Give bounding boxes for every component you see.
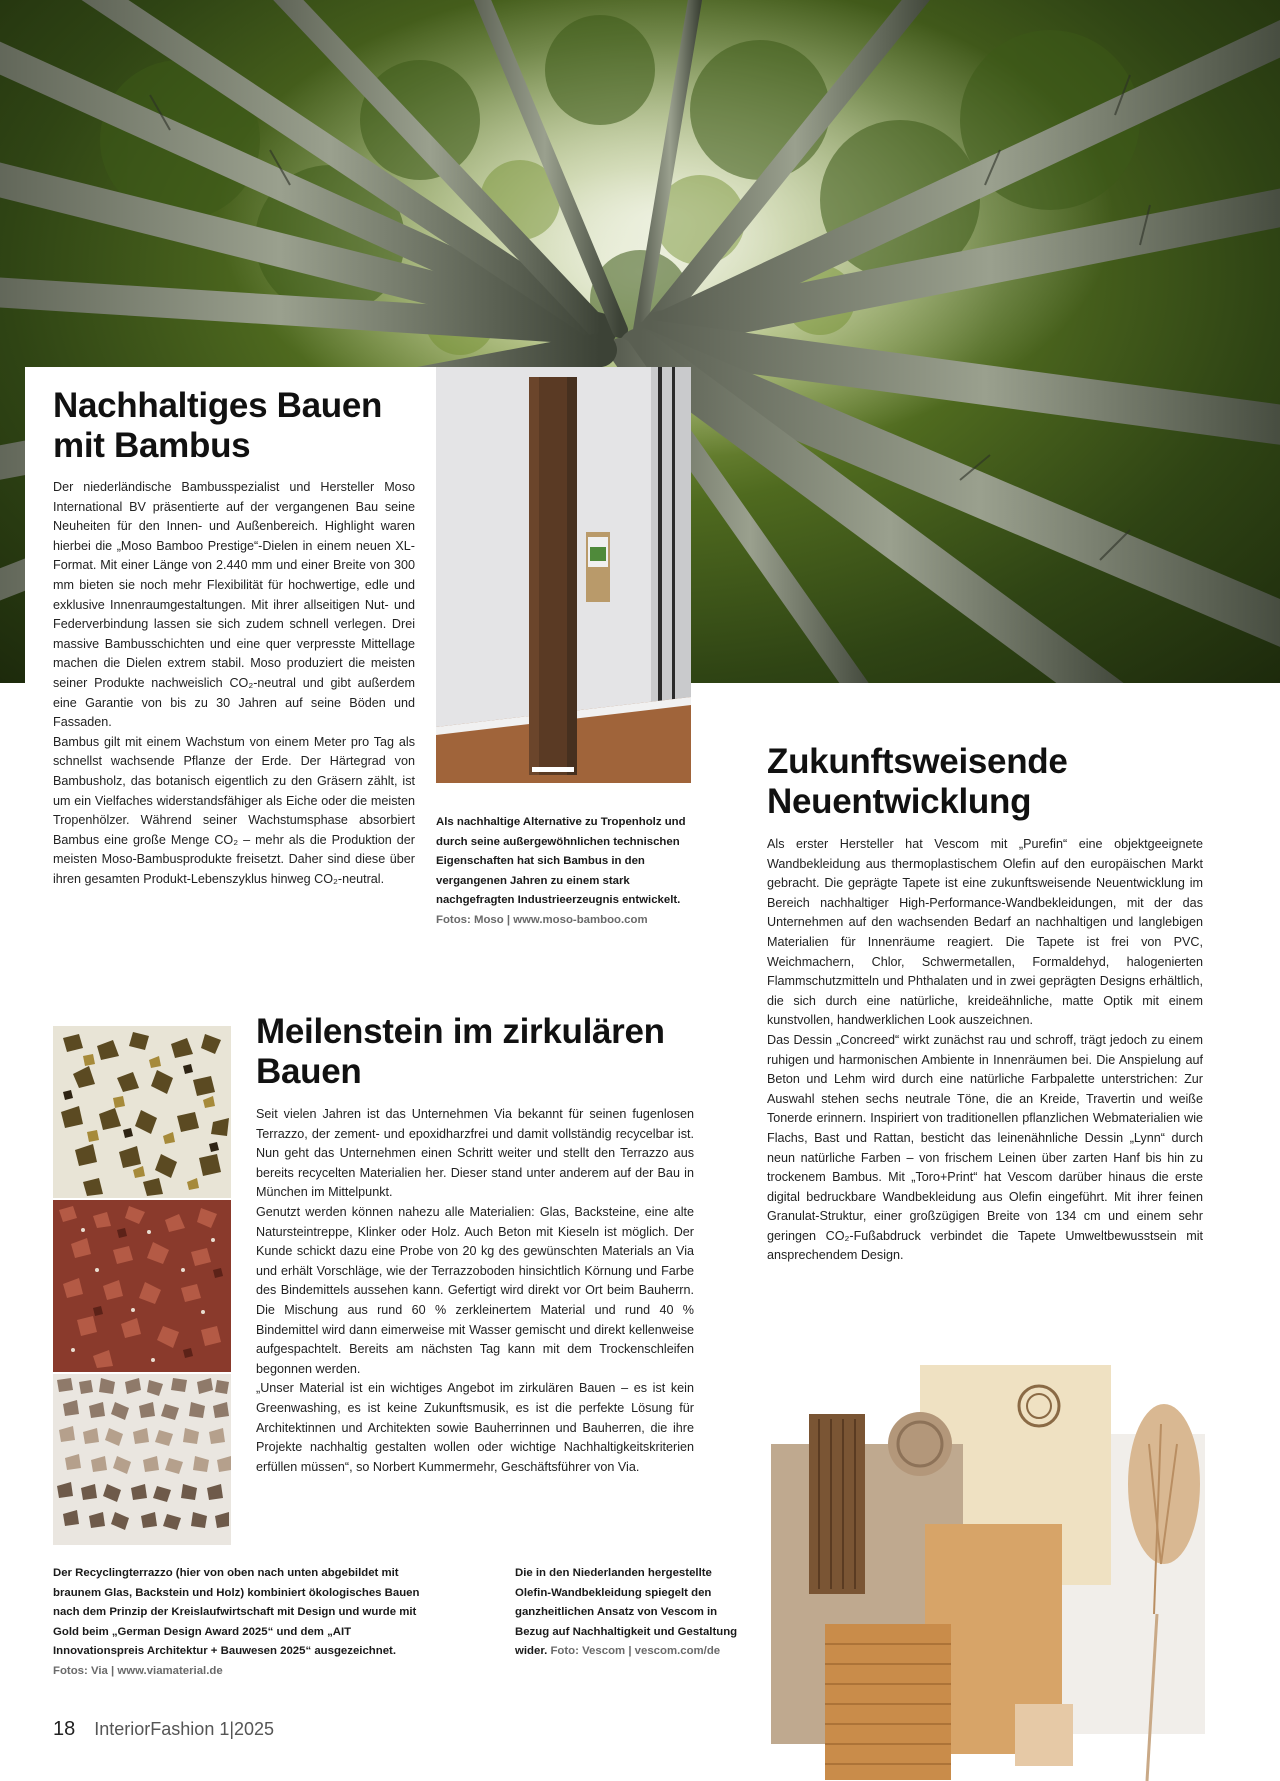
article3-paragraph: Genutzt werden können nahezu alle Materialien: Glas, Backsteine, eine alte Natursteintreppe, Klinker oder Holz. Auch Beton mit Kieseln ist möglich. Der Kunde schickt dazu eine Probe von 20 kg des gewünschten Materials an Via und erhält Vorschläge, wie der Terrazzoboden hinsichtlich Körnung und Farbe des Bindemittels aussehen kann. Gefertigt wird direkt vor Ort beim Bauherrn. Die Mischung aus rund 60 % zerkleinertem Material und rund 40 % Bindemittel wird dann eimerweise mit Wasser gemischt und direkt kellenweise aufgespachtelt. Bereits am nächsten Tag kann mit dem Trockenschleifen begonnen werden. — [256, 1204, 694, 1376]
article2-title-line2: Neuentwicklung — [767, 782, 1032, 821]
article3-caption-text: Der Recyclingterrazzo (hier von oben nach unten abgebildet mit braunem Glas, Backstein und Holz) kombiniert ökologisches Bauen nach dem Prinzip der Kreislaufwirtschaft mit Design und wurde mit Gold beim „German Design Award 2025“ und dem „AIT Innovationspreis Architektur + Bauwesen 2025“ ausgezeichnet. — [53, 1567, 420, 1658]
article3-caption — [53, 1564, 425, 1682]
article1-paragraph: Der niederländische Bambusspezialist und Hersteller Moso International BV präsentierte auf der vergangenen Bau seine Neuheiten für den Innen- und Außenbereich. Highlight waren hierbei die „Moso Bamboo Prestige“-Dielen in einem neuen XL-Format. Mit einer Länge von 2.440 mm und einer Breite von 300 mm bieten sie noch mehr Flexibilität für hochwertige, edle und exklusive Innenraumgestaltungen. Mit ihrer allseitigen Nut- und Federverbindung lassen sie sich zudem schnell verlegen. Drei massive Bambusschichten und eine quer verpresste Mittellage machen die Dielen extrem stabil. Moso produziert die meisten seiner Produkte nachweislich CO₂-neutral und gibt außerdem eine Garantie von bis zu 30 Jahren auf seine Böden und Fassaden. — [53, 480, 415, 730]
terrazzo-glass-graphic — [53, 1026, 231, 1198]
article3-paragraph: Seit vielen Jahren ist das Unternehmen Via bekannt für seinen fugenlosen Terrazzo, der zement- und epoxidharzfrei und damit vollständig recycelbar ist. Nun geht das Unternehmen einen Schritt weiter und stellt den Terrazzo aus bereits recycelten Materialien her. Dieser stand unter anderem auf der Bau in München im Mittelpunkt. — [256, 1107, 694, 1200]
article2-body — [767, 835, 1203, 1266]
wallcovering-samples-photo — [769, 1364, 1205, 1781]
wallcovering-samples-graphic — [769, 1364, 1205, 1781]
terrazzo-glass-photo — [53, 1026, 231, 1198]
bamboo-panel-graphic — [436, 367, 691, 783]
article1-paragraph: Bambus gilt mit einem Wachstum von einem Meter pro Tag als schnellst wachsende Pflanze der Erde. Der Härtegrad von Bambusholz, das botanisch eigentlich zu den Gräsern zählt, ist um ein Vielfaches widerstandsfähiger als Eiche oder die meisten Tropenhölzer. Während seiner Wachstumsphase absorbiert Bambus eine große Menge CO₂ – mehr als die Produktion der meisten Moso-Bambusprodukte freisetzt. Daher sind diese über ihren gesamten Produkt-Lebenszyklus hinweg CO₂-neutral. — [53, 734, 415, 886]
article2-title-line1: Zukunftsweisende — [767, 742, 1068, 781]
article3-photo-credit: Fotos: Via | www.viamaterial.de — [53, 1664, 223, 1677]
terrazzo-wood-graphic — [53, 1374, 231, 1545]
article2-caption — [515, 1564, 751, 1662]
article1-title-line1: Nachhaltiges Bauen — [53, 386, 383, 425]
article1-caption-text: Als nachhaltige Alternative zu Tropenholz und durch seine außergewöhnlichen technischen Eigenschaften hat sich Bambus in den vergangenen Jahren zu einem stark nachgefragten Industrieerzeugnis entwickelt. — [436, 816, 686, 907]
article3-title-line1: Meilenstein im zirkulären — [256, 1012, 665, 1051]
article1-caption — [436, 813, 686, 931]
page-number: 18 — [53, 1718, 76, 1740]
page-footer — [53, 1718, 274, 1741]
terrazzo-brick-photo — [53, 1200, 231, 1372]
article2-caption-text: Die in den Niederlanden hergestellte Olefin-Wandbekleidung spiegelt den ganzheitlichen Ansatz von Vescom in Bezug auf Nachhaltigkeit und Gestaltung wider. — [515, 1567, 738, 1658]
terrazzo-wood-photo — [53, 1374, 231, 1545]
article3-body — [256, 1105, 694, 1477]
bamboo-panel-photo — [436, 367, 691, 783]
article3-title-line2: Bauen — [256, 1052, 362, 1091]
article3-paragraph: „Unser Material ist ein wichtiges Angebot im zirkulären Bauen – es ist kein Greenwashing, es ist keine Zukunftsmusik, es ist die perfekte Lösung für Architektinnen und Architekten sowie Bauherrinnen und Bauherren, die ihre Projekte nachhaltig gestalten wollen oder wichtige Nachhaltigkeitskriterien erfüllen müssen“, so Norbert Kummermehr, Geschäftsführer von Via. — [256, 1381, 694, 1474]
article2-paragraph: Als erster Hersteller hat Vescom mit „Purefin“ eine objektgeeignete Wandbekleidung aus thermoplastischem Olefin auf den europäischen Markt gebracht. Die geprägte Tapete ist eine zukunftsweisende Neuentwicklung im Bereich nachhaltiger High-Performance-Wandbekleidungen, mit der das Unternehmen auf den wachsenden Bedarf an nachhaltigen und langlebigen Materialien für Innenräume reagiert. Die Tapete ist frei von PVC, Weichmachern, Chlor, Schwermetallen, Formaldehyd, halogenierten Flammschutzmitteln und Phthalaten und in zwei geprägten Designs erhältlich, die sich durch eine natürliche, kreideähnliche, matte Optik mit einem kunstvollen, handwerklichen Look auszeichnen. — [767, 837, 1203, 1028]
article2-title — [767, 742, 1068, 822]
article1-body — [53, 478, 415, 889]
magazine-issue: InteriorFashion 1|2025 — [94, 1719, 275, 1739]
article3-title — [256, 1012, 665, 1092]
article1-title-line2: mit Bambus — [53, 426, 251, 465]
article1-photo-credit: Fotos: Moso | www.moso-bamboo.com — [436, 913, 648, 926]
article1-title — [53, 386, 382, 466]
article2-paragraph: Das Dessin „Concreed“ wirkt zunächst rau und schroff, trägt jedoch zu einem ruhigen und harmonischen Ambiente in Innenräumen bei. Die Anspielung auf Beton und Lehm wird durch eine natürliche Farbpalette unterstrichen: Zur Auswahl stehen sechs neutrale Töne, die an Kreide, Travertin und weiße Tonerde erinnern. Inspiriert von traditionellen pflanzlichen Webmaterialien wie Flachs, Bast und Rattan, besticht das leinenähnliche Dessin „Lynn“ durch neun natürliche Farben – von frischem Leinen über zarten Hanf bis hin zu trockenem Bambus. Mit „Toro+Print“ hat Vescom darüber hinaus die erste digital bedruckbare Wandbekleidung aus Olefin eingeführt. Mit ihrer feinen Granulat-Struktur, einer großzügigen Breite von 134 cm und einem sehr geringen CO₂-Fußabdruck verbindet die Tapete Umweltbewusstsein mit ansprechendem Design. — [767, 1032, 1203, 1263]
article2-photo-credit: Foto: Vescom | vescom.com/de — [550, 1645, 721, 1658]
terrazzo-brick-graphic — [53, 1200, 231, 1372]
